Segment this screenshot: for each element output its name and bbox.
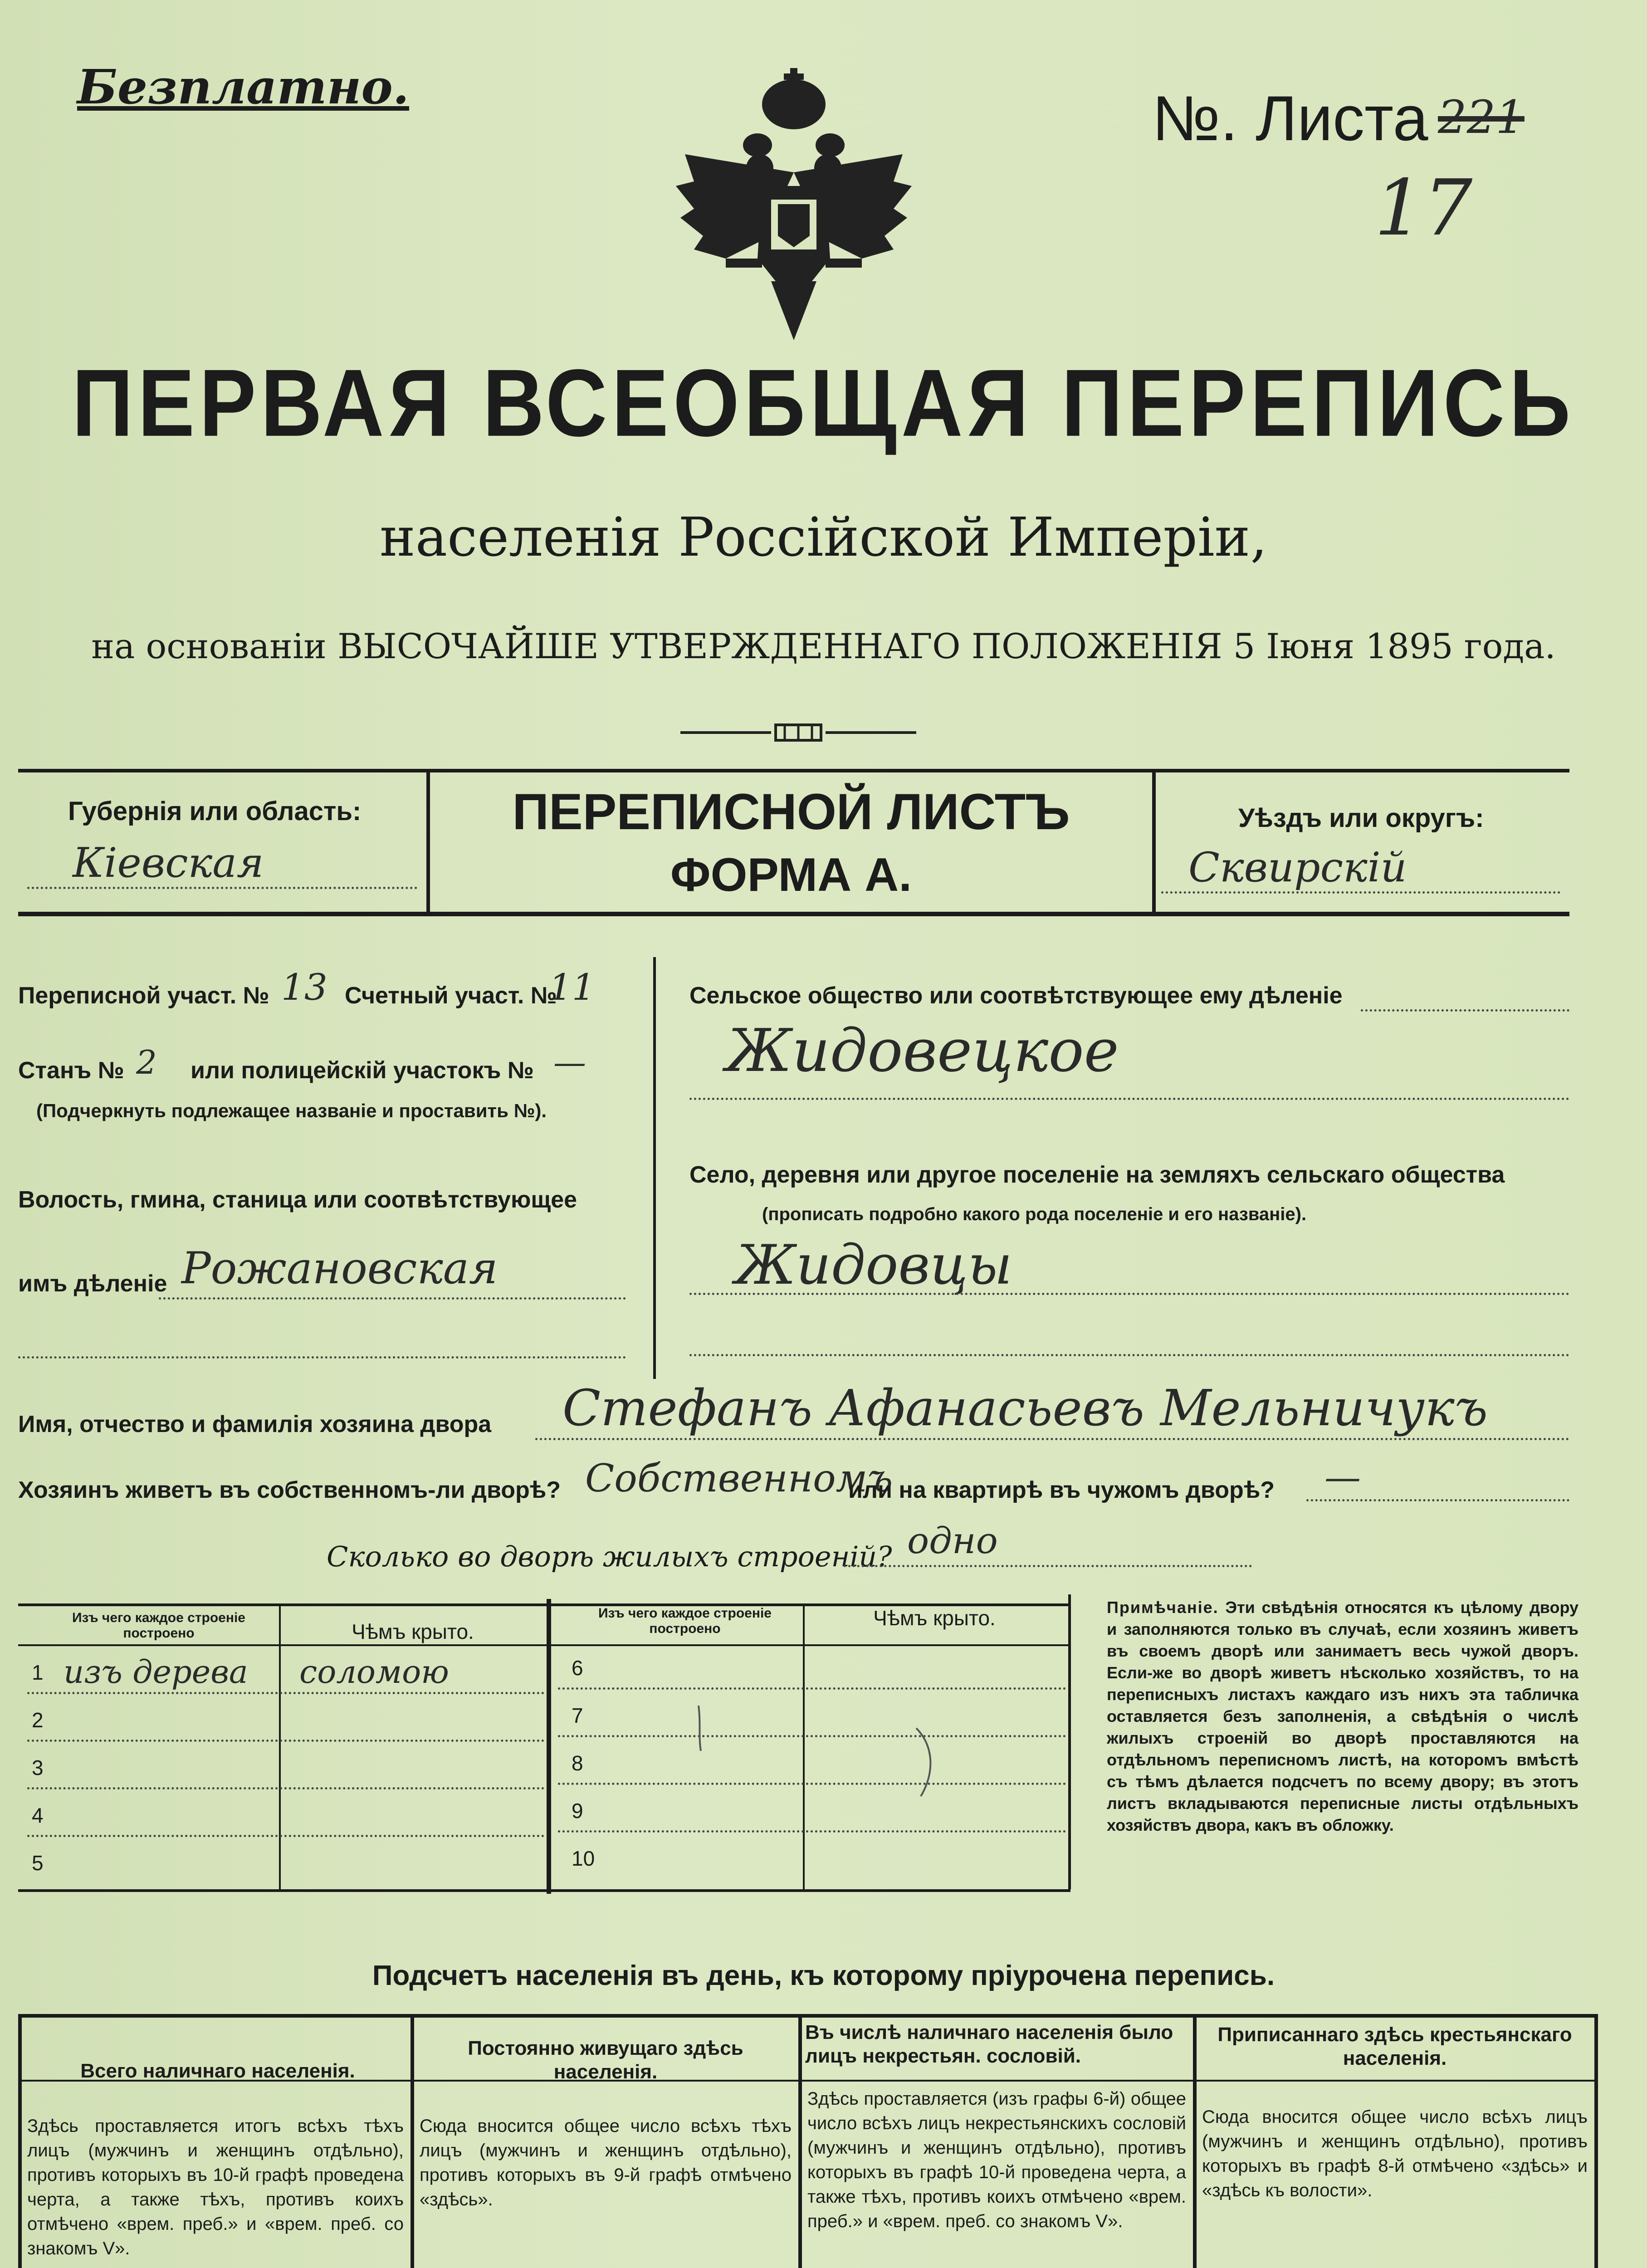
- pop-col-nonpeasant-desc: Здѣсь проставляется (изъ графы 6-й) общее число всѣхъ лицъ некрестьянскихъ сословій (мужчинъ и женщинъ отдѣльно), противъ которыхъ въ графѣ 10-й проведена черта, а также тѣхъ, противъ коихъ отмѣчено «врем. преб.» и «врем. преб. со знакомъ V».: [807, 2089, 1186, 2231]
- village-note: (прописать подробно какого рода поселеніе и его названіе).: [762, 1204, 1307, 1224]
- note-text: Эти свѣдѣнія относятся къ цѣлому двору и заполняются только въ случаѣ, если хозяинъ живетъ въ своемъ дворѣ или занимаетъ весь чужой дворъ. Если-же во дворѣ живетъ нѣсколько хозяйствъ, то на переписныхъ листахъ каждаго изъ нихъ эта табличка оставляется безъ заполненія, а свѣдѣнія о числѣ жилыхъ строеній во дворѣ проставляются на отдѣльномъ переписномъ листѣ, на которомъ вмѣстѣ съ тѣмъ дѣлается подсчетъ по всему двору; въ этотъ листъ вкладываются переписные листы отдѣльныхъ хозяйствъ двора, какъ въ обложку.: [1107, 1598, 1579, 1834]
- police-section-label: или полицейскій участокъ №: [191, 1057, 534, 1084]
- owner-name-label: Имя, отчество и фамилія хозяина двора: [18, 1411, 492, 1437]
- owner-rent-label: или на квартирѣ въ чужомъ дворѣ?: [848, 1477, 1275, 1503]
- population-title: Подсчетъ населенія въ день, къ которому пріурочена перепись.: [372, 1960, 1275, 1991]
- building-row-5-no: 5: [32, 1851, 44, 1875]
- village-value: Жидовцы: [735, 1234, 1012, 1297]
- sheet-number-label: №. Листа: [1152, 83, 1428, 154]
- buildings-count-value: одно: [907, 1520, 998, 1562]
- society-value: Жидовецкое: [726, 1016, 1119, 1085]
- form-title: ПЕРЕПИСНОЙ ЛИСТЪ: [512, 783, 1070, 840]
- pop-col-permanent-header: Постоянно живущаго здѣсь населенія.: [468, 2037, 743, 2083]
- buildings-note: [1107, 1597, 1579, 1836]
- buildings-col-roof-left: Чѣмъ крыто.: [352, 1620, 474, 1643]
- owner-name-value: Стефанъ Афанасьевъ Мельничукъ: [562, 1379, 1488, 1437]
- society-label: Сельское общество или соотвѣтствующее ему дѣленіе: [689, 982, 1343, 1009]
- building-row-10-no: 10: [572, 1847, 595, 1870]
- stan-value: 2: [136, 1043, 157, 1081]
- form-legal-basis: на основаніи ВЫСОЧАЙШЕ УТВЕРЖДЕННАГО ПОЛОЖЕНІЯ 5 Іюня 1895 года.: [91, 626, 1556, 666]
- pencil-marks: [680, 1696, 953, 1814]
- sheet-number-struck: 221: [1438, 91, 1525, 144]
- volost-label-2: имъ дѣленіе: [18, 1271, 167, 1297]
- buildings-col-material-right: Изъ чего каждое строеніе построено: [598, 1606, 772, 1636]
- owner-lives-value: Собственномъ: [585, 1456, 893, 1501]
- form-subtitle: населенія Россійской Имперіи,: [380, 506, 1267, 568]
- stan-note: (Подчеркнуть подлежащее названіе и проставить №).: [36, 1100, 547, 1121]
- building-row-8-no: 8: [572, 1751, 583, 1775]
- pop-col-permanent-desc: Сюда вносится общее число всѣхъ тѣхъ лицъ (мужчинъ и женщинъ отдѣльно), противъ которыхъ въ 9-й графѣ отмѣчено «здѣсь».: [420, 2116, 792, 2209]
- pop-col-nonpeasant-header: Въ числѣ наличнаго населенія было лицъ некрестьян. сословій.: [805, 2021, 1173, 2067]
- imperial-eagle-emblem: [658, 68, 930, 340]
- counting-section-label: Счетный участ. №: [345, 982, 557, 1009]
- building-row-2-no: 2: [32, 1708, 44, 1732]
- police-section-value: —: [553, 1043, 586, 1081]
- pop-col-total-header: Всего наличнаго населенія.: [80, 2060, 355, 2082]
- province-value: Кіевская: [73, 839, 264, 887]
- pop-col-peasant-desc: Сюда вносится общее число всѣхъ лицъ (мужчинъ и женщинъ отдѣльно), противъ которыхъ въ графѣ 8-й отмѣчено «здѣсь» и «здѣсь къ волости».: [1202, 2107, 1588, 2200]
- district-value: Сквирскій: [1188, 844, 1407, 891]
- owner-rent-value: —: [1324, 1456, 1361, 1498]
- province-label: Губернія или область:: [68, 797, 362, 826]
- note-title: Примѣчаніе.: [1107, 1598, 1219, 1617]
- volost-label: Волость, гмина, станица или соотвѣтствующее: [18, 1187, 577, 1213]
- pop-col-total-desc: Здѣсь проставляется итогъ всѣхъ тѣхъ лицъ (мужчинъ и женщинъ отдѣльно), противъ которыхъ въ 10-й графѣ проведена черта, а также тѣхъ, противъ коихъ отмѣчено «врем. преб.» и «врем. преб. со знакомъ V».: [27, 2116, 404, 2258]
- volost-value: Рожановская: [181, 1243, 498, 1294]
- buildings-col-material-left: Изъ чего каждое строеніе построено: [72, 1610, 245, 1641]
- census-section-value: 13: [281, 966, 327, 1008]
- ornament-divider: [680, 721, 916, 744]
- building-row-7-no: 7: [572, 1704, 583, 1727]
- buildings-count-label: Сколько во дворѣ жилыхъ строеній?: [327, 1540, 892, 1573]
- building-row-6-no: 6: [572, 1656, 583, 1680]
- free-label: Безплатно.: [77, 59, 409, 115]
- building-row-1-no: 1: [32, 1661, 44, 1684]
- census-section-label: Переписной участ. №: [18, 982, 269, 1009]
- pop-col-peasant-header: Приписаннаго здѣсь крестьянскаго населенія.: [1217, 2024, 1572, 2069]
- building-row-4-no: 4: [32, 1804, 44, 1827]
- owner-lives-label: Хозяинъ живетъ въ собственномъ-ли дворѣ?: [18, 1477, 561, 1503]
- building-row-3-no: 3: [32, 1756, 44, 1779]
- building-row-1-material: изъ дерева: [64, 1653, 248, 1691]
- sheet-number-handwritten: 17: [1374, 163, 1473, 253]
- building-row-9-no: 9: [572, 1799, 583, 1823]
- form-main-title: ПЕРВАЯ ВСЕОБЩАЯ ПЕРЕПИСЬ: [72, 349, 1575, 456]
- buildings-col-roof-right: Чѣмъ крыто.: [873, 1606, 996, 1630]
- village-label: Село, деревня или другое поселеніе на земляхъ сельскаго общества: [689, 1162, 1505, 1188]
- stan-label: Станъ №: [18, 1057, 124, 1084]
- form-type: ФОРМА А.: [670, 849, 912, 901]
- counting-section-value: 11: [549, 966, 595, 1008]
- district-label: Уѣздъ или округъ:: [1238, 803, 1484, 833]
- building-row-1-roof: соломою: [299, 1653, 449, 1691]
